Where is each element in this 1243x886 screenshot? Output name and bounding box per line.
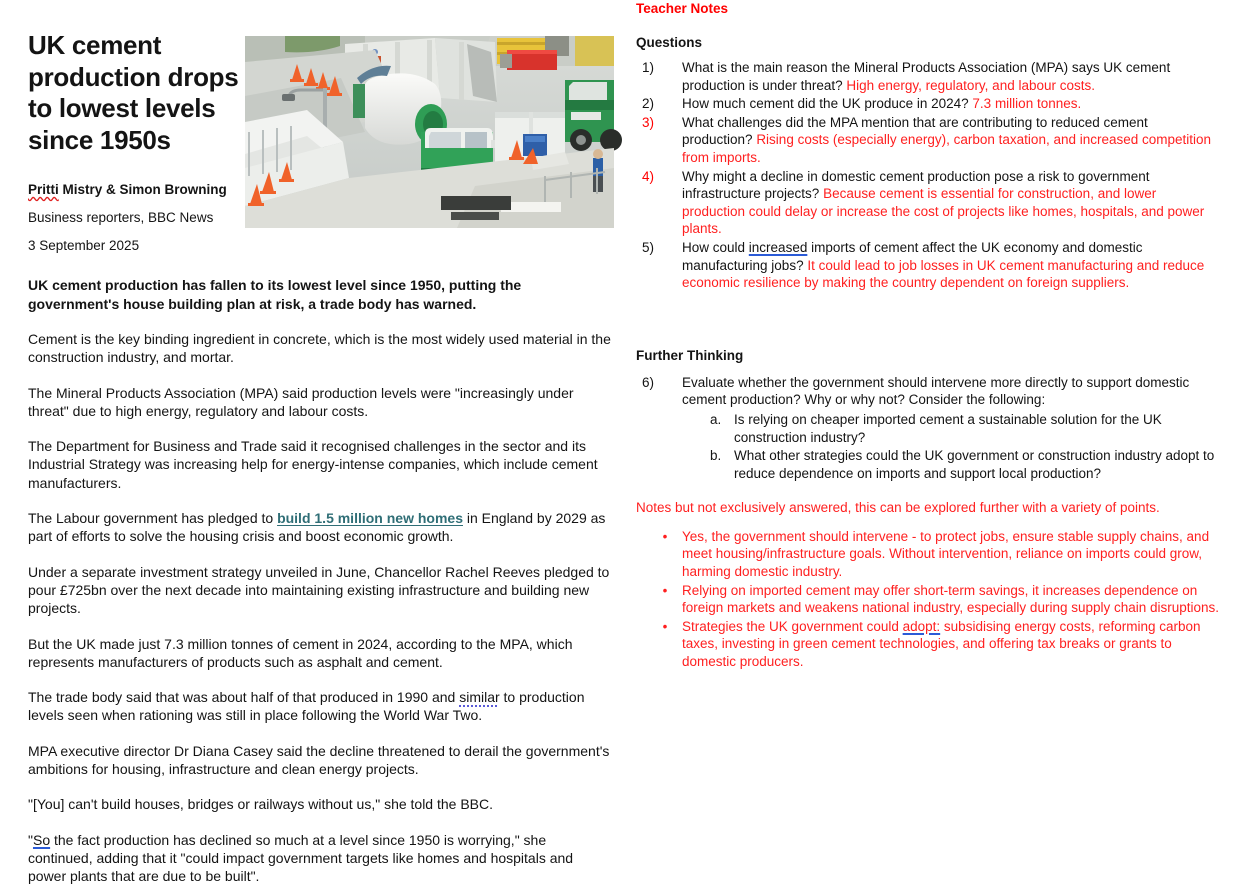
question-text: How much cement did the UK produce in 2024? xyxy=(682,96,973,112)
page-title: UK cement production drops to lowest levels since 1950s xyxy=(28,30,239,155)
answer-text: High energy, regulatory, and labour costs. xyxy=(846,77,1095,93)
sub-question-list xyxy=(682,411,1221,482)
byline-role: Business reporters, BBC News xyxy=(28,210,214,225)
questions-list xyxy=(636,59,1221,292)
bullet-text: Relying on imported cement may offer short-term savings, it increases dependence on foreign markets and weakens national industry, especially during supply chain disruptions. xyxy=(682,582,1220,616)
grammar-flagged-word: adopt: xyxy=(902,618,941,634)
article-paragraph-with-link xyxy=(28,509,614,546)
question-body xyxy=(666,239,1221,292)
question-number: 4) xyxy=(641,168,654,184)
paragraph-text-before-link: The Labour government has pledged to xyxy=(28,510,278,527)
question-item xyxy=(636,374,1221,484)
question-item xyxy=(636,168,1221,238)
sub-question-letter: a. xyxy=(710,411,722,427)
list-item xyxy=(650,618,1221,671)
bullet-icon: • xyxy=(662,582,668,598)
article-paragraph-grammar-flag xyxy=(28,688,614,725)
paragraph-text-after-flag: to production levels seen when rationing was still in place following the World War Two. xyxy=(28,689,585,724)
question-text: Evaluate whether the government should intervene more directly to support domestic cement production? Why or why not? Consider the following: xyxy=(682,374,1190,408)
sub-question-letter: b. xyxy=(710,448,722,464)
teacher-notes-column xyxy=(630,0,1243,798)
question-text: What challenges did the MPA mention that are contributing to reduced cement production? xyxy=(682,114,1148,148)
teacher-notes-title: Teacher Notes xyxy=(636,1,729,16)
question-number: 2) xyxy=(641,96,654,112)
bullet-icon: • xyxy=(662,528,668,544)
build-homes-link[interactable]: build 1.5 million new homes xyxy=(277,510,463,527)
question-number: 6) xyxy=(641,374,654,390)
byline-flagged-name: Pritti xyxy=(28,182,59,197)
question-number: 3) xyxy=(641,114,654,130)
questions-heading: Questions xyxy=(636,35,703,50)
hero-image xyxy=(245,36,614,228)
byline-authors-rest: Mistry & Simon Browning xyxy=(58,182,227,197)
list-item xyxy=(650,582,1221,617)
further-thinking-heading: Further Thinking xyxy=(636,347,744,363)
notes-lead-text: Notes but not exclusively answered, this can be explored further with a variety of points. xyxy=(636,500,1160,516)
article-standfirst: UK cement production has fallen to its lowest level since 1950, putting the government's house building plan at risk, a trade body has warned. xyxy=(28,277,522,312)
article-paragraph: Under a separate investment strategy unveiled in June, Chancellor Rachel Reeves pledged to pour £725bn over the next decade into maintaining existing infrastructure and building new projects. xyxy=(28,563,610,617)
article-paragraph: The Mineral Products Association (MPA) said production levels were "increasingly under threat" due to high energy, regulatory and labour costs. xyxy=(28,384,574,419)
question-text: Why might a decline in domestic cement production pose a risk to government infrastructure projects? xyxy=(682,168,1150,202)
bullet-text-post: subsidising energy costs, reforming carbon taxes, investing in green cement technologies, and offering tax breaks or grants to domestic producers. xyxy=(682,618,1201,670)
bullet-text xyxy=(680,618,1221,671)
paragraph-text-after-link: in England by 2029 as part of efforts to solve the housing crisis and boost economic growth. xyxy=(28,510,606,545)
question-item xyxy=(636,114,1221,167)
question-body xyxy=(666,59,1221,94)
article-paragraph: The Department for Business and Trade said it recognised challenges in the sector and its Industrial Strategy was increasing help for energy-intense companies, which include cement manufacturers. xyxy=(28,438,598,491)
question-text-post: imports of cement affect the UK economy and domestic manufacturing jobs? xyxy=(682,239,1143,273)
question-item xyxy=(636,59,1221,94)
bullet-text-pre: Strategies the UK government could xyxy=(682,618,903,634)
paragraph-text-rest: the fact production has declined so much at a level since 1950 is worrying," she continued, adding that it "could impact government targets like homes and hospitals and power plants that are due to be built". xyxy=(28,831,574,885)
grammar-flagged-word: increased xyxy=(748,239,808,255)
sub-question-text: Is relying on cheaper imported cement a sustainable solution for the UK construction industry? xyxy=(734,411,1162,445)
list-item xyxy=(650,528,1221,581)
construction-site-photo xyxy=(245,36,614,228)
sub-question-text: What other strategies could the UK government or construction industry adopt to reduce dependence on imports and support local production? xyxy=(734,448,1215,481)
article-paragraph: "[You] can't build houses, bridges or railways without us," she told the BBC. xyxy=(28,796,494,813)
question-number: 1) xyxy=(641,60,654,75)
answer-text: Rising costs (especially energy), carbon taxation, and increased competition from imports. xyxy=(682,132,1212,165)
grammar-flagged-word: similar xyxy=(459,689,500,706)
sub-question-item xyxy=(710,447,1221,482)
question-body xyxy=(666,95,1221,113)
question-item xyxy=(636,95,1221,113)
article-paragraph-grammar-flag xyxy=(28,831,614,886)
article-paragraph: But the UK made just 7.3 million tonnes of cement in 2024, according to the MPA, which represents manufacturers of products such as asphalt and cement. xyxy=(28,635,573,670)
question-text: What is the main reason the Mineral Products Association (MPA) says UK cement production is under threat? xyxy=(682,60,1171,93)
byline-date: 3 September 2025 xyxy=(28,238,140,253)
answer-text: Because cement is essential for construction, and lower production could delay or increase the cost of projects like homes, hospitals, and power plants. xyxy=(682,186,1205,237)
question-body xyxy=(666,114,1221,167)
question-body xyxy=(666,168,1221,238)
answer-text: It could lead to job losses in UK cement manufacturing and reduce economic resilience by making the country dependent on foreign suppliers. xyxy=(682,257,1205,291)
paragraph-text-before-flag: The trade body said that was about half of that produced in 1990 and xyxy=(28,689,460,706)
bullet-icon: • xyxy=(662,618,668,634)
open-quote-mark: " xyxy=(28,831,33,848)
answer-text: 7.3 million tonnes. xyxy=(972,96,1082,112)
question-number: 5) xyxy=(641,239,654,255)
question-body xyxy=(666,374,1221,484)
sub-question-item xyxy=(710,411,1221,446)
question-text-pre: How could xyxy=(682,239,749,255)
bullet-text: Yes, the government should intervene - to protect jobs, ensure stable supply chains, and meet housing/infrastructure goals. Without intervention, reliance on imports could grow, harming domestic industry. xyxy=(682,528,1210,580)
article-paragraph: MPA executive director Dr Diana Casey said the decline threatened to derail the government's ambitions for housing, infrastructure and clean energy projects. xyxy=(28,742,610,778)
question-item xyxy=(636,239,1221,292)
notes-bullet-list xyxy=(636,528,1221,671)
further-thinking-list xyxy=(636,374,1221,484)
grammar-flagged-word: So xyxy=(32,831,51,848)
article-paragraph: Cement is the key binding ingredient in concrete, which is the most widely used material in the construction industry, and mortar. xyxy=(28,331,611,366)
